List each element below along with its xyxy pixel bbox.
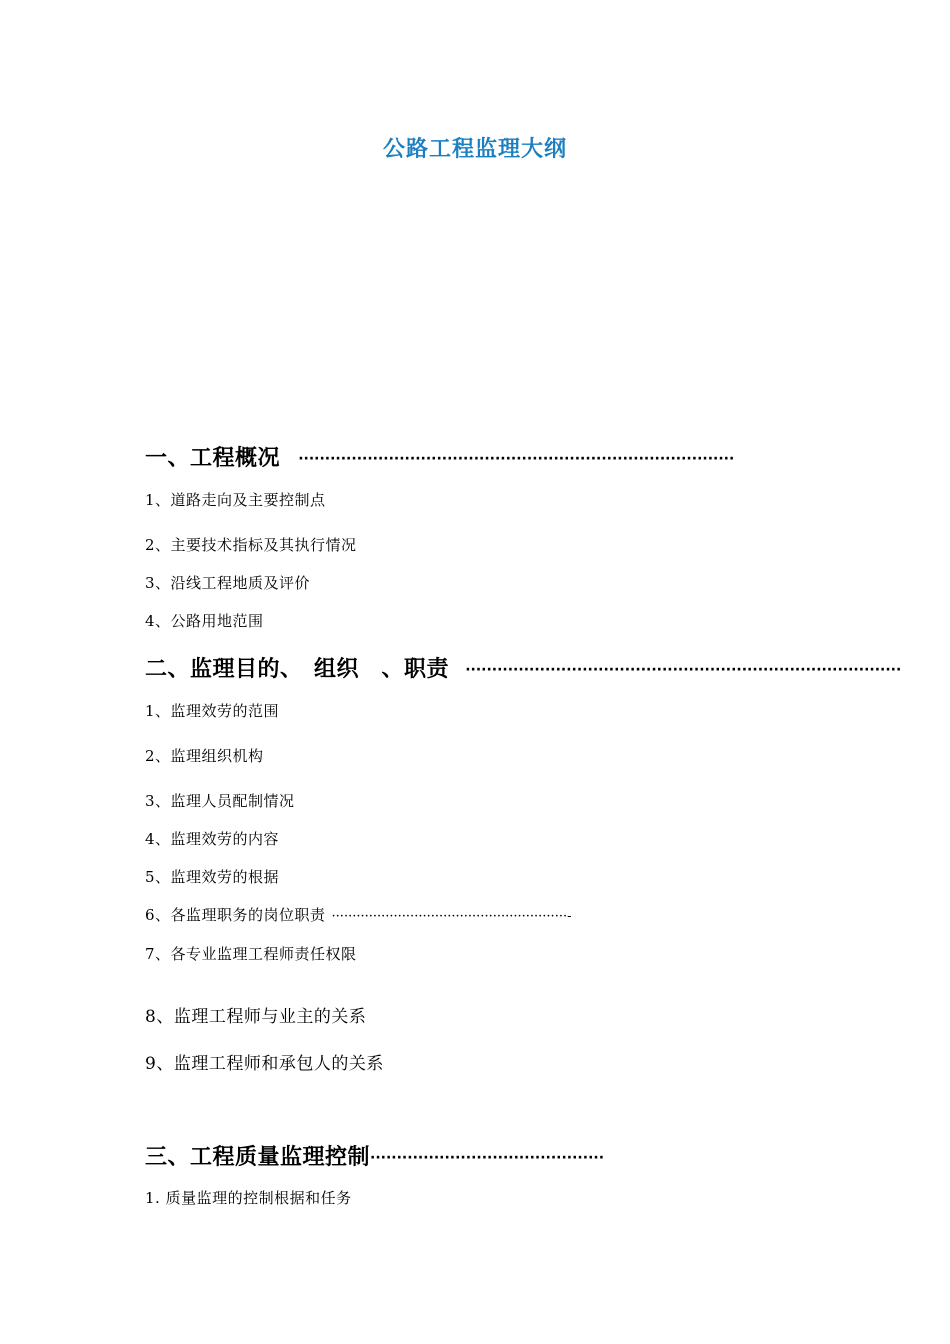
toc-section-1-title: 一、工程概况	[145, 446, 281, 471]
toc-item-3-1: 1. 质量监理的控制根据和任务	[145, 1189, 352, 1207]
toc-item-2-8: 8、监理工程师与业主的关系	[145, 1007, 367, 1027]
toc-item-1-3: 3、沿线工程地质及评价	[145, 574, 311, 592]
toc-item-2-1: 1、监理效劳的范围	[145, 702, 280, 720]
toc-item-2-6	[145, 904, 571, 925]
toc-item-1-1: 1、道路走向及主要控制点	[145, 491, 326, 509]
toc-item-2-9: 9、监理工程师和承包人的关系	[145, 1054, 384, 1074]
toc-item-2-3: 3、监理人员配制情况	[145, 792, 295, 810]
toc-section-3-heading	[145, 1140, 604, 1171]
toc-item-2-2: 2、监理组织机构	[145, 747, 264, 765]
toc-section-3-title: 三、工程质量监理控制	[145, 1145, 371, 1170]
toc-item-2-6-leader: ·························································-	[331, 909, 572, 924]
toc-item-2-4: 4、监理效劳的内容	[145, 830, 280, 848]
toc-section-3-leader: ············································	[370, 1150, 605, 1166]
toc-item-2-7: 7、各专业监理工程师责任权限	[145, 945, 357, 963]
toc-section-2-heading	[145, 652, 901, 683]
toc-item-1-4: 4、公路用地范围	[145, 612, 264, 630]
toc-section-1-heading	[145, 441, 734, 472]
toc-section-2-title: 二、监理目的、 组织 、职责	[145, 657, 450, 682]
document-title: 公路工程监理大纲	[382, 137, 567, 162]
toc-item-2-6-label: 6、各监理职务的岗位职责	[145, 906, 326, 924]
toc-section-2-leader: ··················································································	[465, 662, 902, 678]
toc-section-1-leader: ··················································································	[298, 451, 735, 467]
toc-item-1-2: 2、主要技术指标及其执行情况	[145, 536, 357, 554]
toc-item-2-5: 5、监理效劳的根据	[145, 868, 280, 886]
